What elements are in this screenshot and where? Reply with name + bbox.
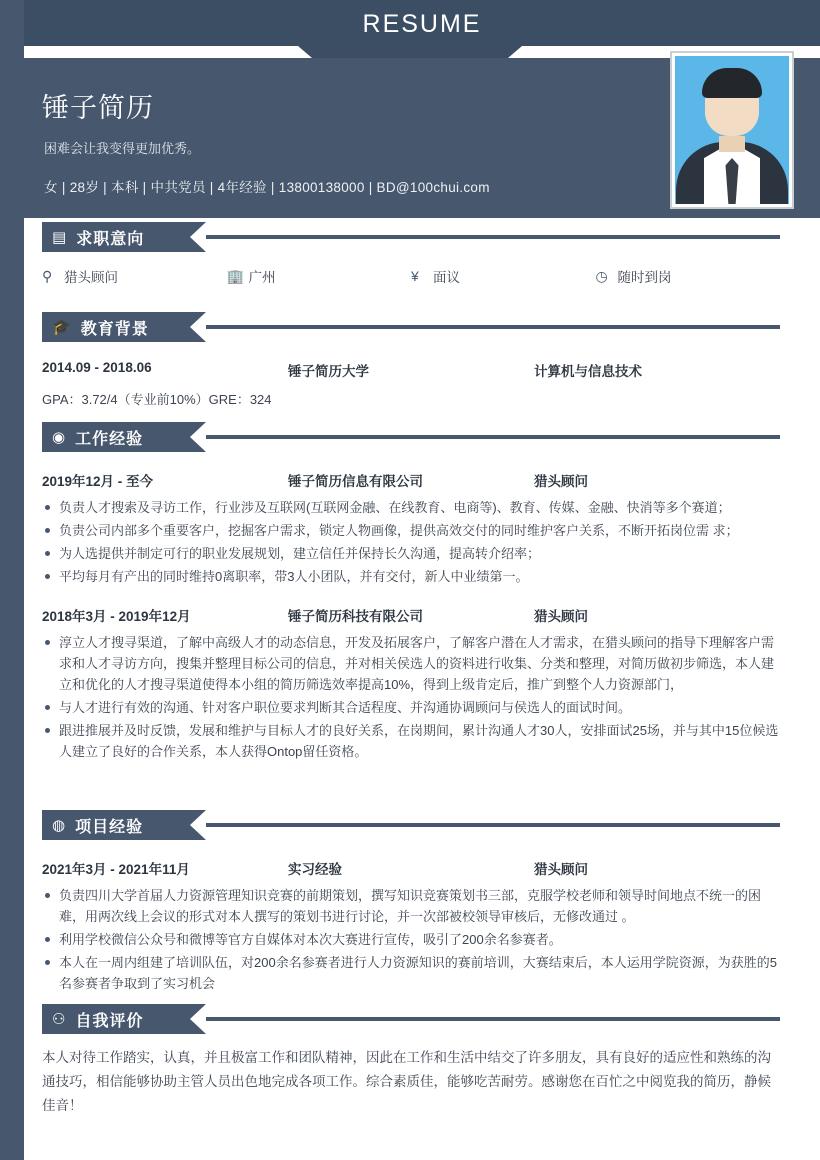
avatar — [670, 51, 794, 209]
section-rule — [206, 1017, 780, 1021]
education-row — [42, 360, 780, 380]
section-heading — [42, 312, 780, 342]
work-job-1 — [42, 470, 780, 587]
education-school: 锤子简历大学 — [288, 364, 369, 379]
job-bullets — [42, 632, 780, 762]
job-role: 猎头顾问 — [534, 474, 588, 489]
list-item: 利用学校微信公众号和微博等官方自媒体对本次大赛进行宣传，吸引了200余名参赛者。 — [42, 929, 780, 950]
section-work-experience — [42, 422, 780, 764]
section-heading — [42, 222, 780, 252]
intent-position-value: 猎头顾问 — [64, 270, 118, 285]
intent-city — [227, 266, 412, 286]
briefcase-icon: ⚲ — [42, 267, 53, 284]
section-title: 教育背景 — [80, 320, 149, 338]
section-title-bar — [42, 422, 190, 452]
intent-salary — [411, 266, 596, 286]
job-bullets — [42, 497, 780, 587]
section-arrow — [190, 810, 206, 840]
section-title: 工作经验 — [75, 430, 144, 448]
section-title: 自我评价 — [75, 1012, 144, 1030]
section-heading — [42, 422, 780, 452]
section-job-intent — [42, 222, 780, 286]
education-major: 计算机与信息技术 — [534, 364, 642, 379]
section-title-bar — [42, 312, 190, 342]
section-title-bar — [42, 1004, 190, 1034]
avatar-image — [675, 56, 789, 204]
left-accent-strip — [0, 0, 24, 1160]
project-bullets — [42, 885, 780, 994]
list-item: 为人选提供并制定可行的职业发展规划，建立信任并保持长久沟通，提高转介绍率； — [42, 543, 780, 564]
yen-icon: ¥ — [411, 268, 419, 284]
intent-availability-value: 随时到岗 — [617, 270, 672, 285]
section-arrow — [190, 1004, 206, 1034]
banner-tab-shape — [298, 46, 522, 58]
section-arrow — [190, 422, 206, 452]
list-item: 平均每月有产出的同时维持0离职率，带3人小团队，并有交付，新人中业绩第一。 — [42, 566, 780, 587]
building-icon: 🏢 — [226, 267, 244, 284]
graduation-cap-icon: 🎓 — [52, 318, 72, 336]
section-rule — [206, 325, 780, 329]
self-evaluation-text: 本人对待工作踏实，认真，并且极富工作和团队精神，因此在工作和生活中结交了许多朋友，具有良好的适应性和熟练的沟通技巧，相信能够协助主管人员出色地完成各项工作。综合素质佳，能够吃苦耐劳。感谢您在百忙之中阅览我的简历，静候佳音！ — [42, 1050, 771, 1113]
section-rule — [206, 235, 780, 239]
job-role: 猎头顾问 — [534, 609, 588, 624]
avatar-hair — [702, 68, 762, 98]
project-header — [42, 858, 780, 878]
header-meta: 女 | 28岁 | 本科 | 中共党员 | 4年经验 | 13800138000 | BD@100chui.com — [44, 180, 490, 195]
job-date: 2018年3月 - 2019年12月 — [42, 609, 191, 624]
user-check-icon: ⚇ — [52, 1010, 67, 1028]
suitcase-icon: ◉ — [52, 428, 67, 446]
list-item: 与人才进行有效的沟通、针对客户职位要求判断其合适程度、并沟通协调顾问与侯选人的面试时间。 — [42, 697, 780, 718]
avatar-neck — [719, 136, 745, 152]
job-company: 锤子简历科技有限公司 — [288, 609, 423, 624]
section-rule — [206, 823, 780, 827]
project-date: 2021年3月 - 2021年11月 — [42, 862, 190, 877]
section-title: 项目经验 — [75, 818, 144, 836]
intent-salary-value: 面议 — [433, 270, 460, 285]
project-1 — [42, 858, 780, 994]
section-rule — [206, 435, 780, 439]
intent-availability — [596, 266, 781, 286]
layers-icon: ◍ — [52, 816, 67, 834]
section-heading — [42, 1004, 780, 1034]
intent-position — [42, 266, 227, 286]
work-job-2 — [42, 605, 780, 762]
section-project-experience — [42, 810, 780, 996]
page-title: 锤子简历 — [42, 93, 154, 123]
list-item: 本人在一周内组建了培训队伍，对200余名参赛者进行人力资源知识的赛前培训，大赛结束后，本人运用学院资源，为获胜的5名参赛者争取到了实习机会 — [42, 952, 780, 994]
list-item: 淳立人才搜寻渠道，了解中高级人才的动态信息，开发及拓展客户，了解客户潜在人才需求，在猎头顾问的指导下理解客户需求和人才寻访方向，搜集并整理目标公司的信息，并对相关侯选人的资料进行收集、分类和整理，对简历做初步筛选，本人建立和优化的人才搜寻渠道使得本小组的简历筛选效率提高10%，得到上级肯定后，推广到整个人力资源部门， — [42, 632, 780, 695]
section-self-evaluation — [42, 1004, 780, 1118]
list-item: 负责人才搜索及寻访工作，行业涉及互联网(互联网金融、在线教育、电商等)、教育、传媒、金融、快消等多个赛道； — [42, 497, 780, 518]
list-item: 负责公司内部多个重要客户，挖掘客户需求，锁定人物画像，提供高效交付的同时维护客户关系，不断开拓岗位需 求； — [42, 520, 780, 541]
job-company: 锤子简历信息有限公司 — [288, 474, 423, 489]
job-date: 2019年12月 - 至今 — [42, 474, 154, 489]
project-name: 实习经验 — [288, 862, 342, 877]
section-title-bar — [42, 222, 190, 252]
section-title: 求职意向 — [76, 230, 145, 248]
intent-city-value: 广州 — [248, 270, 276, 285]
education-detail: GPA：3.72/4（专业前10%）GRE：324 — [42, 392, 272, 407]
section-arrow — [190, 222, 206, 252]
section-arrow — [190, 312, 206, 342]
job-header — [42, 470, 780, 490]
job-header — [42, 605, 780, 625]
section-heading — [42, 810, 780, 840]
project-role: 猎头顾问 — [534, 862, 588, 877]
document-icon: ▤ — [52, 228, 68, 246]
clock-icon: ◷ — [595, 267, 608, 284]
section-title-bar — [42, 810, 190, 840]
banner-title: RESUME — [362, 10, 482, 38]
list-item: 负责四川大学首届人力资源管理知识竞赛的前期策划，撰写知识竞赛策划书三部，克服学校老师和领导时间地点不统一的困难，用两次线上会议的形式对本人撰写的策划书进行讨论，并一次部被校领导审核后，无修改通过 。 — [42, 885, 780, 927]
job-intent-list — [42, 266, 780, 286]
header-slogan: 困难会让我变得更加优秀。 — [44, 141, 201, 156]
header — [24, 58, 820, 218]
list-item: 跟进推展并及时反馈，发展和维护与目标人才的良好关系，在岗期间，累计沟通人才30人，安排面试25场，并与其中15位候选人建立了良好的合作关系，本人获得Ontop留任资格。 — [42, 720, 780, 762]
section-education — [42, 312, 780, 408]
education-date: 2014.09 - 2018.06 — [42, 360, 152, 375]
